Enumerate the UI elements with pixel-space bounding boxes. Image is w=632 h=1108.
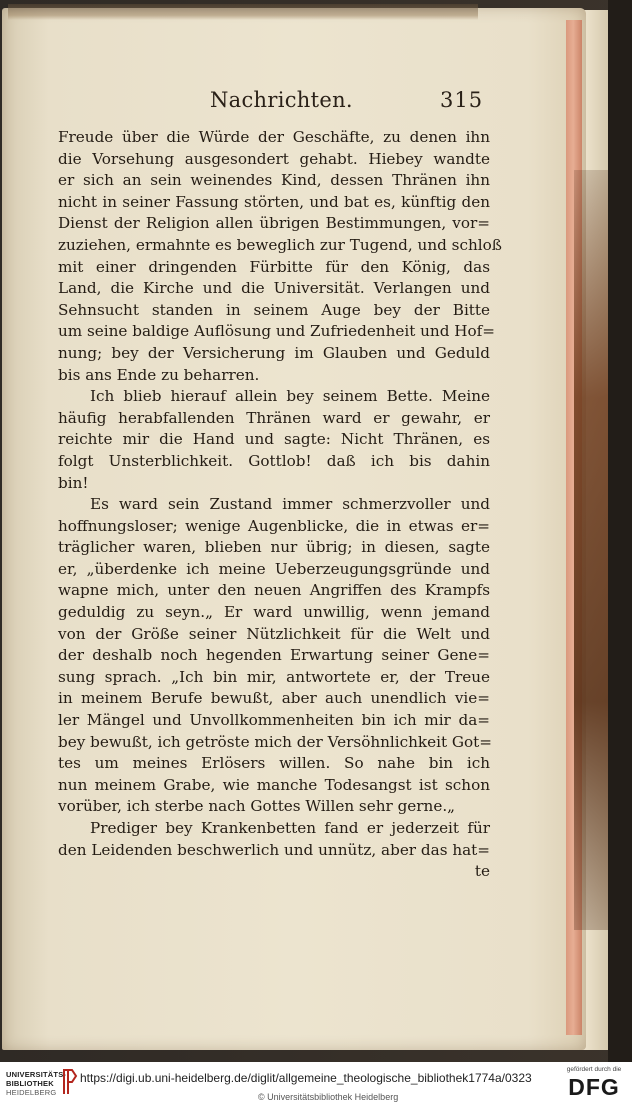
- text-line: von der Größe seiner Nützlichkeit für die Welt und: [58, 624, 490, 643]
- text-line: Freude über die Würde der Geschäfte, zu denen ihn: [58, 128, 490, 146]
- text-line: um seine baldige Auflösung und Zufriedenheit und Hof=: [58, 322, 495, 341]
- text-line: wapne mich, unter den neuen Angriffen des Krampfs: [58, 581, 490, 600]
- paragraph-first-line: Es ward sein Zustand immer schmerzvoller und: [90, 495, 490, 514]
- text-line: er sich an sein weinendes Kind, dessen Thränen ihn: [58, 171, 490, 190]
- logo-text-line: UNIVERSITÄTS-: [6, 1070, 67, 1079]
- logo-text-line: BIBLIOTHEK: [6, 1079, 54, 1088]
- text-line: ler Mängel und Unvollkommenheiten bin ich mir da=: [58, 711, 490, 730]
- dfg-label: DFG: [568, 1074, 620, 1100]
- text-line: folgt Unsterblichkeit. Gottlob! daß ich bis dahin: [58, 451, 490, 470]
- footer-bar: [0, 1062, 632, 1108]
- text-line: tes um meines Erlösers willen. So nahe bin ich: [58, 754, 490, 773]
- paragraph-first-line: Prediger bey Krankenbetten fand er jederzeit für: [90, 819, 490, 837]
- text-line: sung sprach. „Ich bin mir, antwortete er, der Treue: [58, 667, 490, 686]
- text-line: bis ans Ende zu beharren.: [58, 365, 260, 384]
- dfg-caption: gefördert durch die: [566, 1066, 622, 1073]
- text-line: in meinem Berufe bewußt, aber auch unendlich vie=: [58, 689, 490, 708]
- text-line: die Vorsehung ausgesondert gehabt. Hiebey wandte: [58, 149, 490, 168]
- permalink-link[interactable]: https://digi.ub.uni-heidelberg.de/diglit/allgemeine_theologische_bibliothek1774a/0323: [80, 1071, 532, 1085]
- page-number: 315: [440, 88, 484, 112]
- running-head-title: Nachrichten.: [210, 88, 353, 112]
- page-top-shadow: [8, 4, 478, 20]
- text-line: zuziehen, ermahnte es beweglich zur Tugend, und schloß: [58, 235, 502, 254]
- catchword: te: [474, 862, 490, 881]
- text-line: Sehnsucht standen in seinem Auge bey der Bitte: [58, 300, 490, 319]
- text-line: reichte mir die Hand und sagte: Nicht Thränen, es: [58, 430, 490, 449]
- body-text: [58, 127, 502, 883]
- text-line: der deshalb noch hegenden Erwartung seiner Gene=: [58, 646, 490, 665]
- logo-text-line: HEIDELBERG: [6, 1088, 57, 1097]
- text-line: bin!: [58, 473, 89, 492]
- text-line: hoffnungsloser; wenige Augenblicke, die in etwas er=: [58, 516, 490, 535]
- text-line: vorüber, ich sterbe nach Gottes Willen sehr gerne.„: [58, 797, 456, 816]
- text-line: nung; bey der Versicherung im Glauben und Geduld: [58, 343, 490, 362]
- text-line: den Leidenden beschwerlich und unnütz, aber das hat=: [58, 840, 490, 859]
- text-line: mit einer dringenden Fürbitte für den König, das: [58, 257, 490, 276]
- text-line: nicht in seiner Fassung störten, und bat es, künftig den: [58, 192, 490, 211]
- text-line: geduldig zu seyn.„ Er ward unwillig, wenn jemand: [58, 603, 490, 622]
- paragraph-first-line: Ich blieb hierauf allein bey seinem Bette. Meine: [90, 387, 490, 406]
- text-line: Dienst der Religion allen übrigen Bestimmungen, vor=: [58, 214, 490, 233]
- text-line: Land, die Kirche und die Universität. Verlangen und: [58, 279, 490, 298]
- running-head: [60, 88, 490, 120]
- library-seal-icon: [60, 1066, 82, 1096]
- scan-dark-margin: [608, 0, 632, 1062]
- dfg-logo: [562, 1066, 626, 1104]
- text-line: nun meinem Grabe, wie manche Todesangst ist schon: [58, 775, 490, 794]
- text-line: bey bewußt, ich getröste mich der Versöhnlichkeit Got=: [58, 732, 492, 751]
- text-line: träglicher waren, blieben nur übrig; in diesen, sagte: [58, 538, 490, 557]
- copyright-notice: © Universitätsbibliothek Heidelberg: [258, 1092, 399, 1102]
- text-line: er, „überdenke ich meine Ueberzeugungsgründe und: [58, 559, 490, 578]
- text-line: häufig herabfallenden Thränen ward er gewahr, er: [58, 408, 490, 427]
- page-edge-stain: [574, 170, 608, 930]
